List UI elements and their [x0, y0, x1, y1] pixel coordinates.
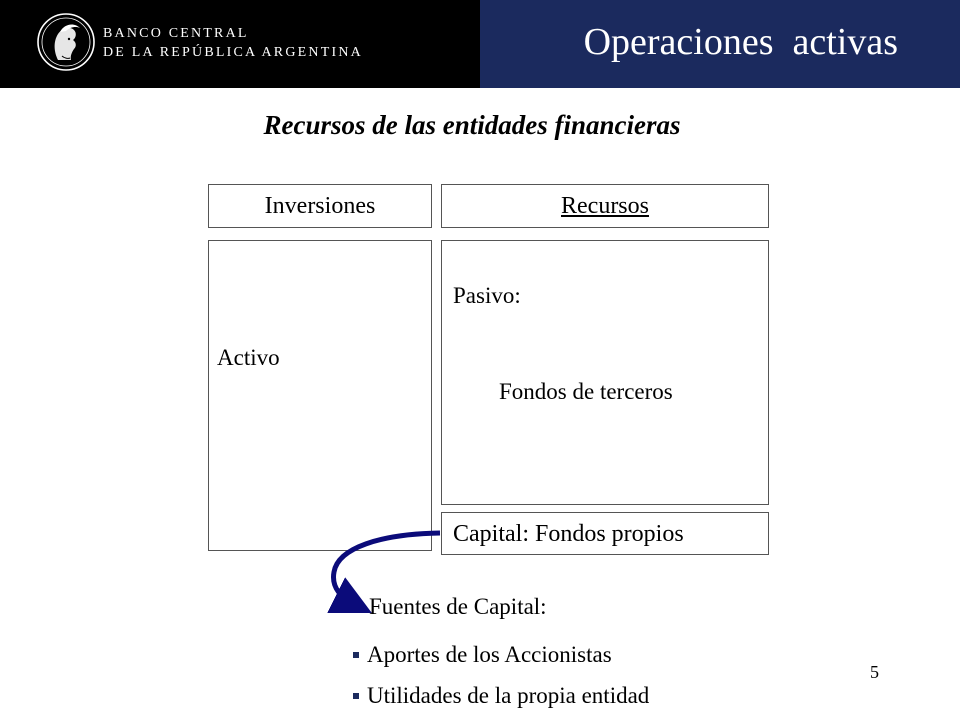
list-item — [353, 642, 612, 668]
header-right-band — [480, 0, 960, 88]
capital-box — [441, 512, 769, 555]
inversiones-header-box — [208, 184, 432, 228]
logo-line1: BANCO CENTRAL — [103, 26, 249, 41]
activo-label: Activo — [217, 345, 280, 370]
pasivo-box — [441, 240, 769, 505]
bullet-square-icon — [353, 652, 359, 658]
recursos-header-box — [441, 184, 769, 228]
header-left-band — [0, 0, 480, 88]
slide-subtitle: Recursos de las entidades financieras — [263, 110, 681, 140]
inversiones-label: Inversiones — [264, 193, 376, 219]
bcra-seal-icon — [36, 12, 96, 72]
slide-title: Operaciones activas — [583, 21, 898, 63]
bullet-square-icon — [353, 693, 359, 699]
recursos-label: Recursos — [561, 193, 649, 219]
capital-label: Capital: Fondos propios — [453, 521, 684, 547]
logo-line2: DE LA REPÚBLICA ARGENTINA — [103, 45, 363, 60]
list-item-label: Aportes de los Accionistas — [367, 642, 612, 667]
list-item-label: Utilidades de la propia entidad — [367, 683, 650, 708]
pasivo-label: Pasivo: — [453, 283, 521, 308]
list-item — [353, 683, 649, 709]
activo-box — [208, 240, 432, 551]
page-number: 5 — [870, 662, 879, 682]
logo-text — [103, 24, 363, 62]
fondos-terceros-label: Fondos de terceros — [499, 379, 673, 404]
fuentes-title: Fuentes de Capital: — [369, 594, 547, 619]
